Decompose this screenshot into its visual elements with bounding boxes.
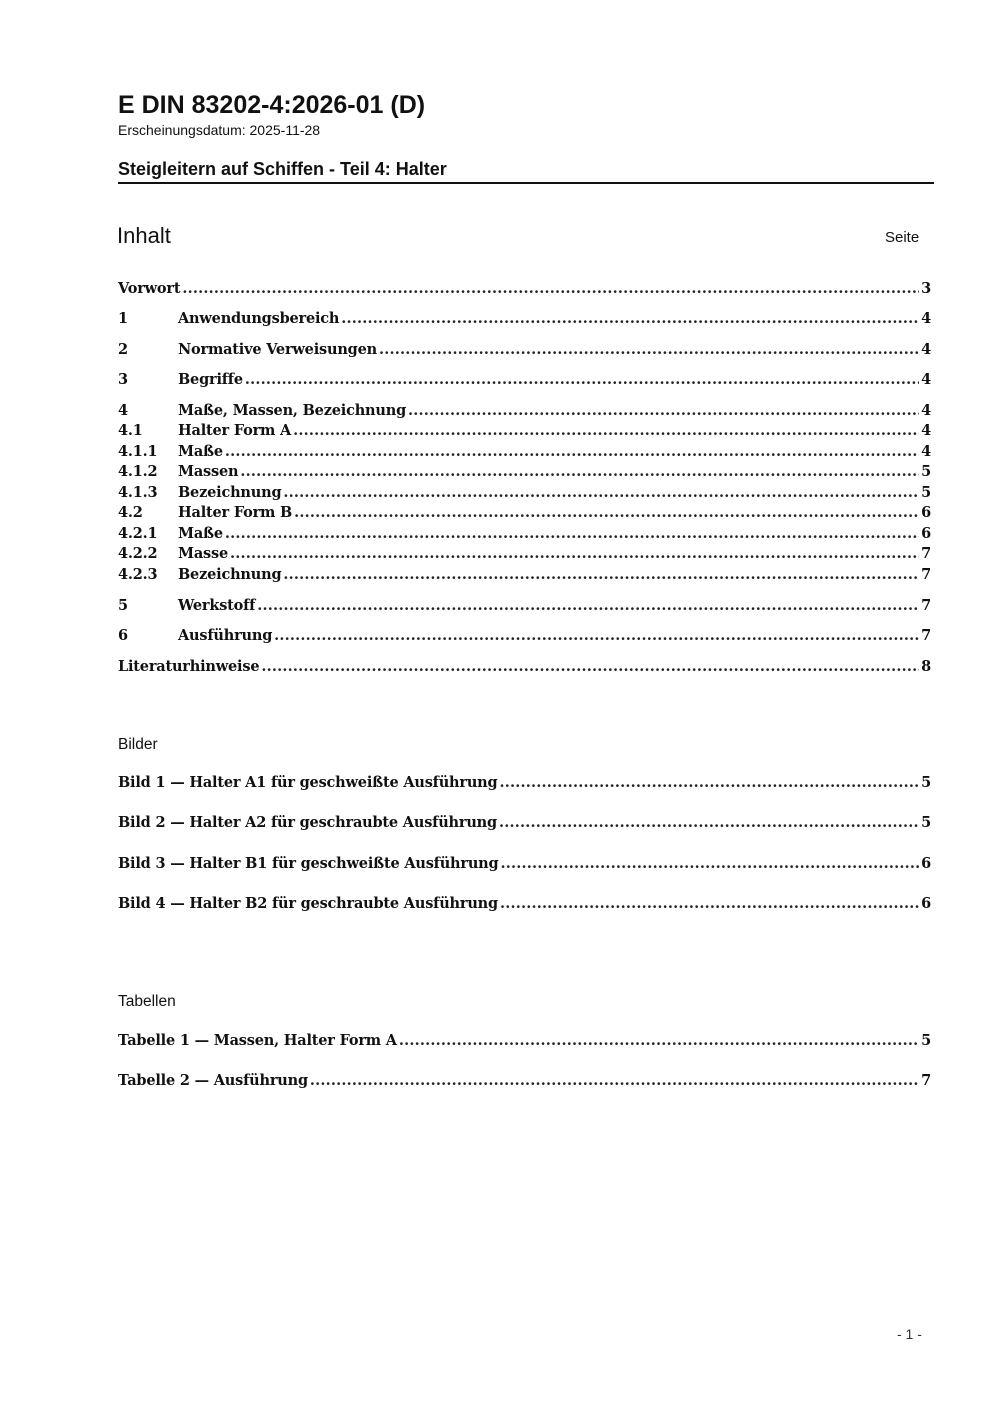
figure-entry-page: 5 — [921, 814, 931, 831]
toc-heading: Inhalt — [117, 223, 171, 248]
toc-entry-number: 4.2.1 — [118, 525, 158, 542]
toc-entry-3[interactable] — [118, 370, 931, 390]
figure-entry-page: 6 — [921, 895, 931, 912]
figure-entry-2[interactable] — [118, 813, 931, 833]
toc-entry-label: Halter Form B — [178, 504, 293, 521]
toc-entry-page: 4 — [921, 341, 931, 358]
table-entry-label: Tabelle 2 — Ausführung — [118, 1072, 308, 1089]
toc-entry-page: 4 — [921, 443, 931, 460]
toc-entry-number: 4.1.3 — [118, 484, 158, 501]
toc-entry-4-2[interactable] — [118, 503, 931, 523]
toc-entry-page: 4 — [921, 310, 931, 327]
toc-leader — [230, 544, 919, 564]
toc-entry-label: Halter Form A — [178, 422, 292, 439]
title-divider — [118, 182, 934, 184]
toc-leader — [310, 1071, 919, 1091]
toc-entry-label: Literaturhinweise — [118, 658, 260, 675]
toc-entry-label: Maße, Massen, Bezeichnung — [178, 402, 407, 419]
toc-leader — [499, 813, 919, 833]
toc-entry-label: Masse — [178, 545, 228, 562]
toc-entry-4[interactable] — [118, 401, 931, 421]
toc-leader — [283, 565, 919, 585]
toc-entry-page: 4 — [921, 402, 931, 419]
toc-entry-4-2-2[interactable] — [118, 544, 931, 564]
toc-entry-page: 6 — [921, 525, 931, 542]
document-number: E DIN 83202-4:2026-01 (D) — [118, 91, 426, 119]
toc-leader — [293, 421, 919, 441]
toc-entry-label: Ausführung — [178, 627, 273, 644]
toc-leader — [499, 773, 919, 793]
toc-entry-4-2-1[interactable] — [118, 524, 931, 544]
table-entry-page: 7 — [921, 1072, 931, 1089]
figure-entry-4[interactable] — [118, 894, 931, 914]
toc-entry-number: 5 — [118, 597, 128, 614]
table-entry-page: 5 — [921, 1032, 931, 1049]
toc-entry-number: 6 — [118, 627, 128, 644]
document-title: Steigleitern auf Schiffen - Teil 4: Halter — [118, 159, 447, 179]
figures-heading: Bilder — [118, 736, 158, 753]
toc-entry-page: 5 — [921, 463, 931, 480]
toc-entry-label: Vorwort — [118, 280, 181, 297]
toc-leader — [341, 309, 919, 329]
toc-leader — [399, 1031, 919, 1051]
toc-entry-5[interactable] — [118, 596, 931, 616]
toc-entry-number: 4 — [118, 402, 128, 419]
toc-entry-vorwort[interactable] — [118, 279, 931, 299]
toc-entry-4-1[interactable] — [118, 421, 931, 441]
toc-entry-number: 2 — [118, 341, 128, 358]
toc-entry-number: 4.2.2 — [118, 545, 158, 562]
publication-date: Erscheinungsdatum: 2025-11-28 — [118, 122, 321, 138]
toc-entry-number: 4.1.2 — [118, 463, 158, 480]
toc-entry-page: 4 — [921, 422, 931, 439]
figure-entry-label: Bild 1 — Halter A1 für geschweißte Ausführung — [118, 774, 498, 791]
toc-entry-page: 7 — [921, 597, 931, 614]
toc-entry-4-1-2[interactable] — [118, 462, 931, 482]
toc-entry-number: 4.2.3 — [118, 566, 158, 583]
figure-entry-3[interactable] — [118, 854, 931, 874]
toc-leader — [257, 596, 919, 616]
toc-entry-label: Maße — [178, 525, 223, 542]
toc-entry-literaturhinweise[interactable] — [118, 657, 931, 677]
toc-entry-label: Massen — [178, 463, 239, 480]
toc-entry-label: Begriffe — [178, 371, 243, 388]
toc-leader — [225, 442, 919, 462]
toc-entry-label: Anwendungsbereich — [178, 310, 340, 327]
toc-entry-page: 7 — [921, 545, 931, 562]
toc-entry-label: Maße — [178, 443, 223, 460]
toc-entry-number: 3 — [118, 371, 128, 388]
toc-entry-4-1-1[interactable] — [118, 442, 931, 462]
toc-entry-page: 6 — [921, 504, 931, 521]
figure-entry-label: Bild 2 — Halter A2 für geschraubte Ausführung — [118, 814, 497, 831]
toc-entry-page: 3 — [921, 280, 931, 297]
toc-entry-page: 7 — [921, 627, 931, 644]
toc-entry-4-2-3[interactable] — [118, 565, 931, 585]
toc-leader — [240, 462, 919, 482]
toc-entry-number: 4.1.1 — [118, 443, 158, 460]
toc-leader — [182, 279, 919, 299]
toc-entry-page: 5 — [921, 484, 931, 501]
toc-leader — [500, 854, 919, 874]
toc-leader — [283, 483, 919, 503]
toc-entry-label: Normative Verweisungen — [178, 341, 377, 358]
figure-entry-page: 6 — [921, 855, 931, 872]
toc-entry-4-1-3[interactable] — [118, 483, 931, 503]
toc-entry-label: Bezeichnung — [178, 566, 282, 583]
toc-leader — [225, 524, 919, 544]
toc-leader — [379, 340, 919, 360]
toc-entry-label: Werkstoff — [178, 597, 256, 614]
table-entry-2[interactable] — [118, 1071, 931, 1091]
toc-leader — [274, 626, 919, 646]
toc-entry-page: 7 — [921, 566, 931, 583]
toc-entry-2[interactable] — [118, 340, 931, 360]
table-entry-1[interactable] — [118, 1031, 931, 1051]
toc-entry-number: 4.2 — [118, 504, 143, 521]
toc-leader — [408, 401, 919, 421]
toc-entry-page: 4 — [921, 371, 931, 388]
toc-entry-number: 4.1 — [118, 422, 143, 439]
toc-entry-6[interactable] — [118, 626, 931, 646]
figure-entry-1[interactable] — [118, 773, 931, 793]
page-number: - 1 - — [897, 1326, 922, 1342]
table-entry-label: Tabelle 1 — Massen, Halter Form A — [118, 1032, 397, 1049]
toc-leader — [294, 503, 919, 523]
figure-entry-label: Bild 3 — Halter B1 für geschweißte Ausführung — [118, 855, 499, 872]
toc-entry-1[interactable] — [118, 309, 931, 329]
toc-leader — [245, 370, 919, 390]
toc-leader — [500, 894, 919, 914]
toc-entry-page: 8 — [921, 658, 931, 675]
page-column-label: Seite — [885, 229, 920, 246]
figure-entry-label: Bild 4 — Halter B2 für geschraubte Ausführung — [118, 895, 498, 912]
figure-entry-page: 5 — [921, 774, 931, 791]
toc-entry-number: 1 — [118, 310, 128, 327]
toc-leader — [261, 657, 919, 677]
toc-entry-label: Bezeichnung — [178, 484, 282, 501]
tables-heading: Tabellen — [118, 993, 176, 1010]
